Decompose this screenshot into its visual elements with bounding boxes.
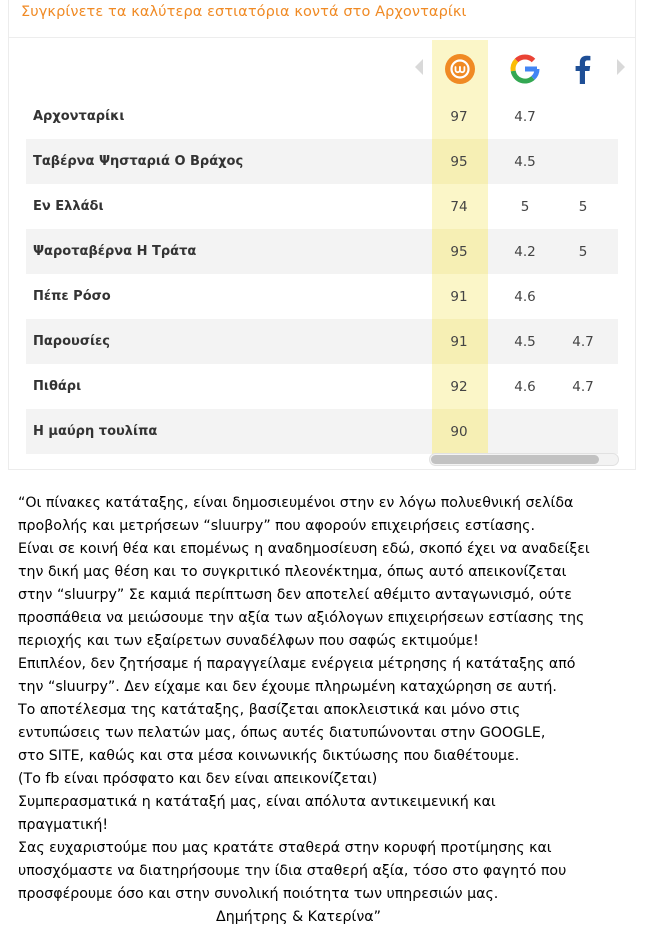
statement-line: Είναι σε κοινή θέα και επομένως η αναδημοσίευση εδώ, σκοπό έχει να αναδείξει — [18, 541, 590, 557]
google-score: 4.5 — [514, 153, 536, 170]
table-row — [26, 94, 618, 139]
scroll-right-arrow-icon[interactable] — [617, 59, 625, 75]
statement-line: εντυπώσεις των πελατών μας, όπως αυτές διατυπώνονται στην GOOGLE, — [18, 725, 546, 741]
table-row — [26, 184, 618, 229]
table-row — [26, 229, 618, 274]
table-row — [26, 139, 618, 184]
statement-line: στην “sluurpy” Σε καμιά περίπτωση δεν αποτελεί αθέμιτο ανταγωνισμό, ούτε — [18, 587, 572, 603]
title-divider — [9, 37, 635, 38]
google-score: 4.7 — [514, 108, 536, 125]
restaurant-name: Ταβέρνα Ψησταριά Ο Βράχος — [33, 154, 244, 169]
owner-statement — [18, 492, 663, 929]
google-score: 4.6 — [514, 288, 536, 305]
restaurant-name: Ψαροταβέρνα Η Τράτα — [33, 244, 197, 259]
google-score: 4.2 — [514, 243, 536, 260]
sluurpy-score: 92 — [450, 378, 468, 395]
restaurant-name: Η μαύρη τουλίπα — [33, 424, 158, 439]
google-score: 5 — [520, 198, 530, 215]
sluurpy-logo-icon — [443, 52, 477, 86]
restaurant-name: Πέπε Ρόσο — [33, 289, 111, 304]
signature: Δημήτρης & Κατερίνα” — [216, 909, 381, 925]
statement-line: την “sluurpy”. Δεν είχαμε και δεν έχουμε πληρωμένη καταχώρηση σε αυτή. — [18, 679, 557, 695]
facebook-score: 5 — [578, 243, 588, 260]
ratings-comparison-widget — [8, 0, 636, 470]
statement-line: “Οι πίνακες κατάταξης, είναι δημοσιευμένοι στην εν λόγω πολυεθνική σελίδα — [18, 495, 574, 511]
statement-line: περιοχής και των εξαίρετων συναδέλφων που σαφώς εκτιμούμε! — [18, 633, 479, 649]
statement-line: την δική μας θέση και το συγκριτικό πλεονέκτημα, όπως αυτό απεικονίζεται — [18, 564, 567, 580]
sluurpy-score: 97 — [450, 108, 468, 125]
statement-line: Συμπερασματικά η κατάταξή μας, είναι απόλυτα αντικειμενική και — [18, 794, 496, 810]
sluurpy-score: 91 — [450, 333, 468, 350]
restaurant-name: Εν Ελλάδι — [33, 199, 104, 214]
facebook-logo-icon — [566, 52, 600, 86]
statement-line: Το αποτέλεσμα της κατάταξης, βασίζεται αποκλειστικά και μόνο στις — [18, 702, 521, 718]
restaurant-name: Αρχονταρίκι — [33, 109, 125, 124]
statement-line: προβολής και μετρήσεων “sluurpy” που αφορούν επιχειρήσεις εστίασης. — [18, 518, 535, 534]
table-row — [26, 319, 618, 364]
statement-line: Σας ευχαριστούμε που μας κρατάτε σταθερά στην κορυφή προτίμησης και — [18, 840, 552, 856]
statement-line: πραγματική! — [18, 817, 109, 833]
scrollbar-thumb[interactable] — [431, 455, 599, 464]
sluurpy-score: 90 — [450, 423, 468, 440]
statement-line: στο SITE, καθώς και στα μέσα κοινωνικής δικτύωσης που διαθέτουμε. — [18, 748, 520, 764]
sluurpy-score: 95 — [450, 153, 468, 170]
facebook-score: 4.7 — [572, 378, 594, 395]
sluurpy-score: 91 — [450, 288, 468, 305]
table-row — [26, 274, 618, 319]
facebook-score: 4.7 — [572, 333, 594, 350]
google-logo-icon — [508, 52, 542, 86]
horizontal-scrollbar[interactable] — [429, 453, 619, 466]
restaurant-name: Παρουσίες — [33, 334, 110, 349]
sluurpy-score: 95 — [450, 243, 468, 260]
table-row — [26, 364, 618, 409]
table-row — [26, 409, 618, 454]
google-score: 4.6 — [514, 378, 536, 395]
google-score: 4.5 — [514, 333, 536, 350]
facebook-score: 5 — [578, 198, 588, 215]
statement-line: προσφέρουμε όσο και στην συνολική ποιότητα των υπηρεσιών μας. — [18, 886, 499, 902]
scroll-left-arrow-icon[interactable] — [415, 59, 423, 75]
widget-title: Συγκρίνετε τα καλύτερα εστιατόρια κοντά στο Αρχονταρίκι — [21, 4, 467, 20]
restaurant-name: Πιθάρι — [33, 379, 82, 394]
ratings-table — [26, 94, 618, 454]
statement-line: υποσχόμαστε να διατηρήσουμε την ίδια σταθερή αξία, τόσο στο φαγητό που — [18, 863, 567, 879]
sluurpy-score: 74 — [450, 198, 468, 215]
statement-line: (Το fb είναι πρόσφατο και δεν είναι απεικονίζεται) — [18, 771, 378, 787]
statement-line: Επιπλέον, δεν ζητήσαμε ή παραγγείλαμε ενέργεια μέτρησης ή κατάταξης από — [18, 656, 576, 672]
statement-line: προσπάθεια να μειώσουμε την αξία των αξιόλογων επιχειρήσεων εστίασης της — [18, 610, 585, 626]
